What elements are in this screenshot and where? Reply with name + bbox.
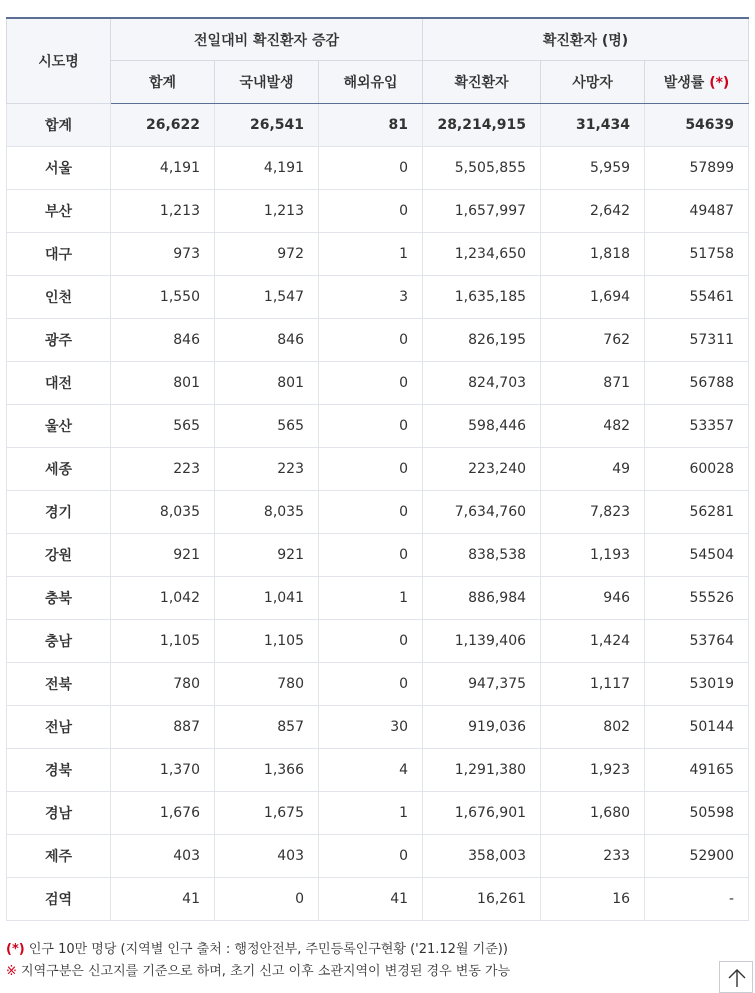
cell-overseas: 0 <box>319 663 423 706</box>
table-row <box>7 878 749 921</box>
region-status-table <box>6 17 749 921</box>
table-row <box>7 663 749 706</box>
cell-deaths: 16 <box>541 878 645 921</box>
footnote-mark: (*) <box>6 942 25 957</box>
cell-region: 부산 <box>7 190 111 233</box>
cell-overseas: 0 <box>319 534 423 577</box>
table-row <box>7 577 749 620</box>
cell-confirmed: 919,036 <box>423 706 541 749</box>
cell-sum: 565 <box>111 405 215 448</box>
cell-confirmed: 1,291,380 <box>423 749 541 792</box>
header-domestic: 국내발생 <box>215 61 319 104</box>
cell-overseas: 0 <box>319 405 423 448</box>
cell-domestic: 780 <box>215 663 319 706</box>
scroll-top-button[interactable] <box>719 961 753 993</box>
table-row <box>7 319 749 362</box>
cell-confirmed: 7,634,760 <box>423 491 541 534</box>
cell-region: 충북 <box>7 577 111 620</box>
footnotes <box>6 939 510 983</box>
table-row <box>7 835 749 878</box>
cell-deaths: 5,959 <box>541 147 645 190</box>
cell-domestic: 223 <box>215 448 319 491</box>
cell-domestic: 0 <box>215 878 319 921</box>
cell-confirmed: 1,635,185 <box>423 276 541 319</box>
cell-domestic: 8,035 <box>215 491 319 534</box>
cell-confirmed: 16,261 <box>423 878 541 921</box>
cell-region: 제주 <box>7 835 111 878</box>
cell-rate: - <box>645 878 749 921</box>
cell-region: 대전 <box>7 362 111 405</box>
cell-confirmed: 598,446 <box>423 405 541 448</box>
cell-domestic: 1,675 <box>215 792 319 835</box>
cell-rate: 55461 <box>645 276 749 319</box>
cell-confirmed: 358,003 <box>423 835 541 878</box>
cell-deaths: 802 <box>541 706 645 749</box>
cell-overseas: 0 <box>319 190 423 233</box>
cell-domestic: 403 <box>215 835 319 878</box>
cell-confirmed: 223,240 <box>423 448 541 491</box>
cell-deaths: 871 <box>541 362 645 405</box>
table-row <box>7 362 749 405</box>
cell-domestic: 565 <box>215 405 319 448</box>
cell-rate: 53357 <box>645 405 749 448</box>
cell-rate: 56281 <box>645 491 749 534</box>
cell-deaths: 1,923 <box>541 749 645 792</box>
cell-rate: 54639 <box>645 104 749 147</box>
cell-deaths: 233 <box>541 835 645 878</box>
cell-sum: 1,213 <box>111 190 215 233</box>
cell-sum: 4,191 <box>111 147 215 190</box>
cell-sum: 887 <box>111 706 215 749</box>
cell-region: 경북 <box>7 749 111 792</box>
cell-sum: 1,676 <box>111 792 215 835</box>
table-row <box>7 491 749 534</box>
footnote-text: 인구 10만 명당 (지역별 인구 출처 : 행정안전부, 주민등록인구현황 ('21.12월 기준)) <box>24 942 508 957</box>
cell-domestic: 1,041 <box>215 577 319 620</box>
cell-deaths: 7,823 <box>541 491 645 534</box>
cell-rate: 50598 <box>645 792 749 835</box>
cell-overseas: 0 <box>319 319 423 362</box>
footnote-text: 지역구분은 신고지를 기준으로 하며, 초기 신고 이후 소관지역이 변경된 경우 변동 가능 <box>16 964 511 979</box>
cell-region: 인천 <box>7 276 111 319</box>
cell-confirmed: 838,538 <box>423 534 541 577</box>
cell-overseas: 0 <box>319 491 423 534</box>
cell-deaths: 49 <box>541 448 645 491</box>
header-rate-mark: (*) <box>709 75 730 91</box>
table-row <box>7 749 749 792</box>
cell-region: 대구 <box>7 233 111 276</box>
cell-region: 검역 <box>7 878 111 921</box>
cell-confirmed: 5,505,855 <box>423 147 541 190</box>
cell-domestic: 801 <box>215 362 319 405</box>
cell-confirmed: 947,375 <box>423 663 541 706</box>
cell-sum: 1,105 <box>111 620 215 663</box>
cell-deaths: 1,818 <box>541 233 645 276</box>
cell-deaths: 1,694 <box>541 276 645 319</box>
region-status-table-wrapper <box>6 17 748 921</box>
cell-domestic: 1,547 <box>215 276 319 319</box>
cell-sum: 223 <box>111 448 215 491</box>
cell-overseas: 0 <box>319 448 423 491</box>
footnote-population <box>6 939 510 961</box>
cell-confirmed: 824,703 <box>423 362 541 405</box>
cell-sum: 41 <box>111 878 215 921</box>
header-overseas: 해외유입 <box>319 61 423 104</box>
cell-overseas: 4 <box>319 749 423 792</box>
cell-region: 울산 <box>7 405 111 448</box>
cell-overseas: 0 <box>319 620 423 663</box>
cell-region: 전북 <box>7 663 111 706</box>
cell-overseas: 1 <box>319 792 423 835</box>
cell-region: 전남 <box>7 706 111 749</box>
table-row <box>7 190 749 233</box>
cell-rate: 54504 <box>645 534 749 577</box>
table-row <box>7 448 749 491</box>
cell-domestic: 972 <box>215 233 319 276</box>
cell-confirmed: 1,139,406 <box>423 620 541 663</box>
cell-rate: 55526 <box>645 577 749 620</box>
cell-overseas: 3 <box>319 276 423 319</box>
cell-overseas: 0 <box>319 362 423 405</box>
cell-confirmed: 886,984 <box>423 577 541 620</box>
cell-region: 합계 <box>7 104 111 147</box>
cell-sum: 780 <box>111 663 215 706</box>
cell-rate: 50144 <box>645 706 749 749</box>
cell-rate: 51758 <box>645 233 749 276</box>
table-row <box>7 792 749 835</box>
cell-domestic: 1,366 <box>215 749 319 792</box>
cell-domestic: 846 <box>215 319 319 362</box>
table-row <box>7 276 749 319</box>
header-confirmed: 확진환자 <box>423 61 541 104</box>
cell-domestic: 921 <box>215 534 319 577</box>
header-region: 시도명 <box>7 18 111 104</box>
cell-sum: 8,035 <box>111 491 215 534</box>
cell-region: 경남 <box>7 792 111 835</box>
reference-mark: ※ <box>6 964 17 979</box>
cell-rate: 52900 <box>645 835 749 878</box>
table-row <box>7 233 749 276</box>
cell-confirmed: 28,214,915 <box>423 104 541 147</box>
cell-deaths: 1,117 <box>541 663 645 706</box>
cell-sum: 801 <box>111 362 215 405</box>
cell-rate: 57311 <box>645 319 749 362</box>
cell-sum: 846 <box>111 319 215 362</box>
cell-overseas: 41 <box>319 878 423 921</box>
cell-overseas: 81 <box>319 104 423 147</box>
table-row-total <box>7 104 749 147</box>
table-row <box>7 405 749 448</box>
cell-rate: 53764 <box>645 620 749 663</box>
cell-domestic: 1,105 <box>215 620 319 663</box>
cell-sum: 1,042 <box>111 577 215 620</box>
cell-confirmed: 826,195 <box>423 319 541 362</box>
cell-region: 경기 <box>7 491 111 534</box>
cell-rate: 53019 <box>645 663 749 706</box>
table-row <box>7 147 749 190</box>
cell-sum: 1,550 <box>111 276 215 319</box>
cell-deaths: 2,642 <box>541 190 645 233</box>
cell-deaths: 762 <box>541 319 645 362</box>
cell-overseas: 1 <box>319 577 423 620</box>
cell-domestic: 4,191 <box>215 147 319 190</box>
cell-deaths: 946 <box>541 577 645 620</box>
cell-rate: 49487 <box>645 190 749 233</box>
cell-sum: 1,370 <box>111 749 215 792</box>
cell-rate: 49165 <box>645 749 749 792</box>
cell-deaths: 482 <box>541 405 645 448</box>
cell-region: 세종 <box>7 448 111 491</box>
cell-sum: 26,622 <box>111 104 215 147</box>
cell-region: 강원 <box>7 534 111 577</box>
cell-confirmed: 1,676,901 <box>423 792 541 835</box>
cell-domestic: 26,541 <box>215 104 319 147</box>
cell-sum: 973 <box>111 233 215 276</box>
header-rate <box>645 61 749 104</box>
cell-sum: 403 <box>111 835 215 878</box>
header-rate-label: 발생률 <box>663 75 705 91</box>
cell-deaths: 1,193 <box>541 534 645 577</box>
header-deaths: 사망자 <box>541 61 645 104</box>
header-group-confirmed: 확진환자 (명) <box>423 18 749 61</box>
cell-confirmed: 1,657,997 <box>423 190 541 233</box>
cell-sum: 921 <box>111 534 215 577</box>
table-row <box>7 706 749 749</box>
cell-deaths: 1,680 <box>541 792 645 835</box>
cell-rate: 56788 <box>645 362 749 405</box>
cell-rate: 60028 <box>645 448 749 491</box>
cell-overseas: 1 <box>319 233 423 276</box>
cell-confirmed: 1,234,650 <box>423 233 541 276</box>
header-group-change: 전일대비 확진환자 증감 <box>111 18 423 61</box>
cell-region: 서울 <box>7 147 111 190</box>
cell-deaths: 1,424 <box>541 620 645 663</box>
arrow-up-icon <box>728 968 746 988</box>
table-row <box>7 620 749 663</box>
cell-overseas: 0 <box>319 835 423 878</box>
footnote-region <box>6 961 510 983</box>
table-row <box>7 534 749 577</box>
cell-domestic: 857 <box>215 706 319 749</box>
cell-deaths: 31,434 <box>541 104 645 147</box>
cell-region: 광주 <box>7 319 111 362</box>
cell-rate: 57899 <box>645 147 749 190</box>
cell-overseas: 30 <box>319 706 423 749</box>
header-sum: 합계 <box>111 61 215 104</box>
cell-region: 충남 <box>7 620 111 663</box>
cell-overseas: 0 <box>319 147 423 190</box>
cell-domestic: 1,213 <box>215 190 319 233</box>
